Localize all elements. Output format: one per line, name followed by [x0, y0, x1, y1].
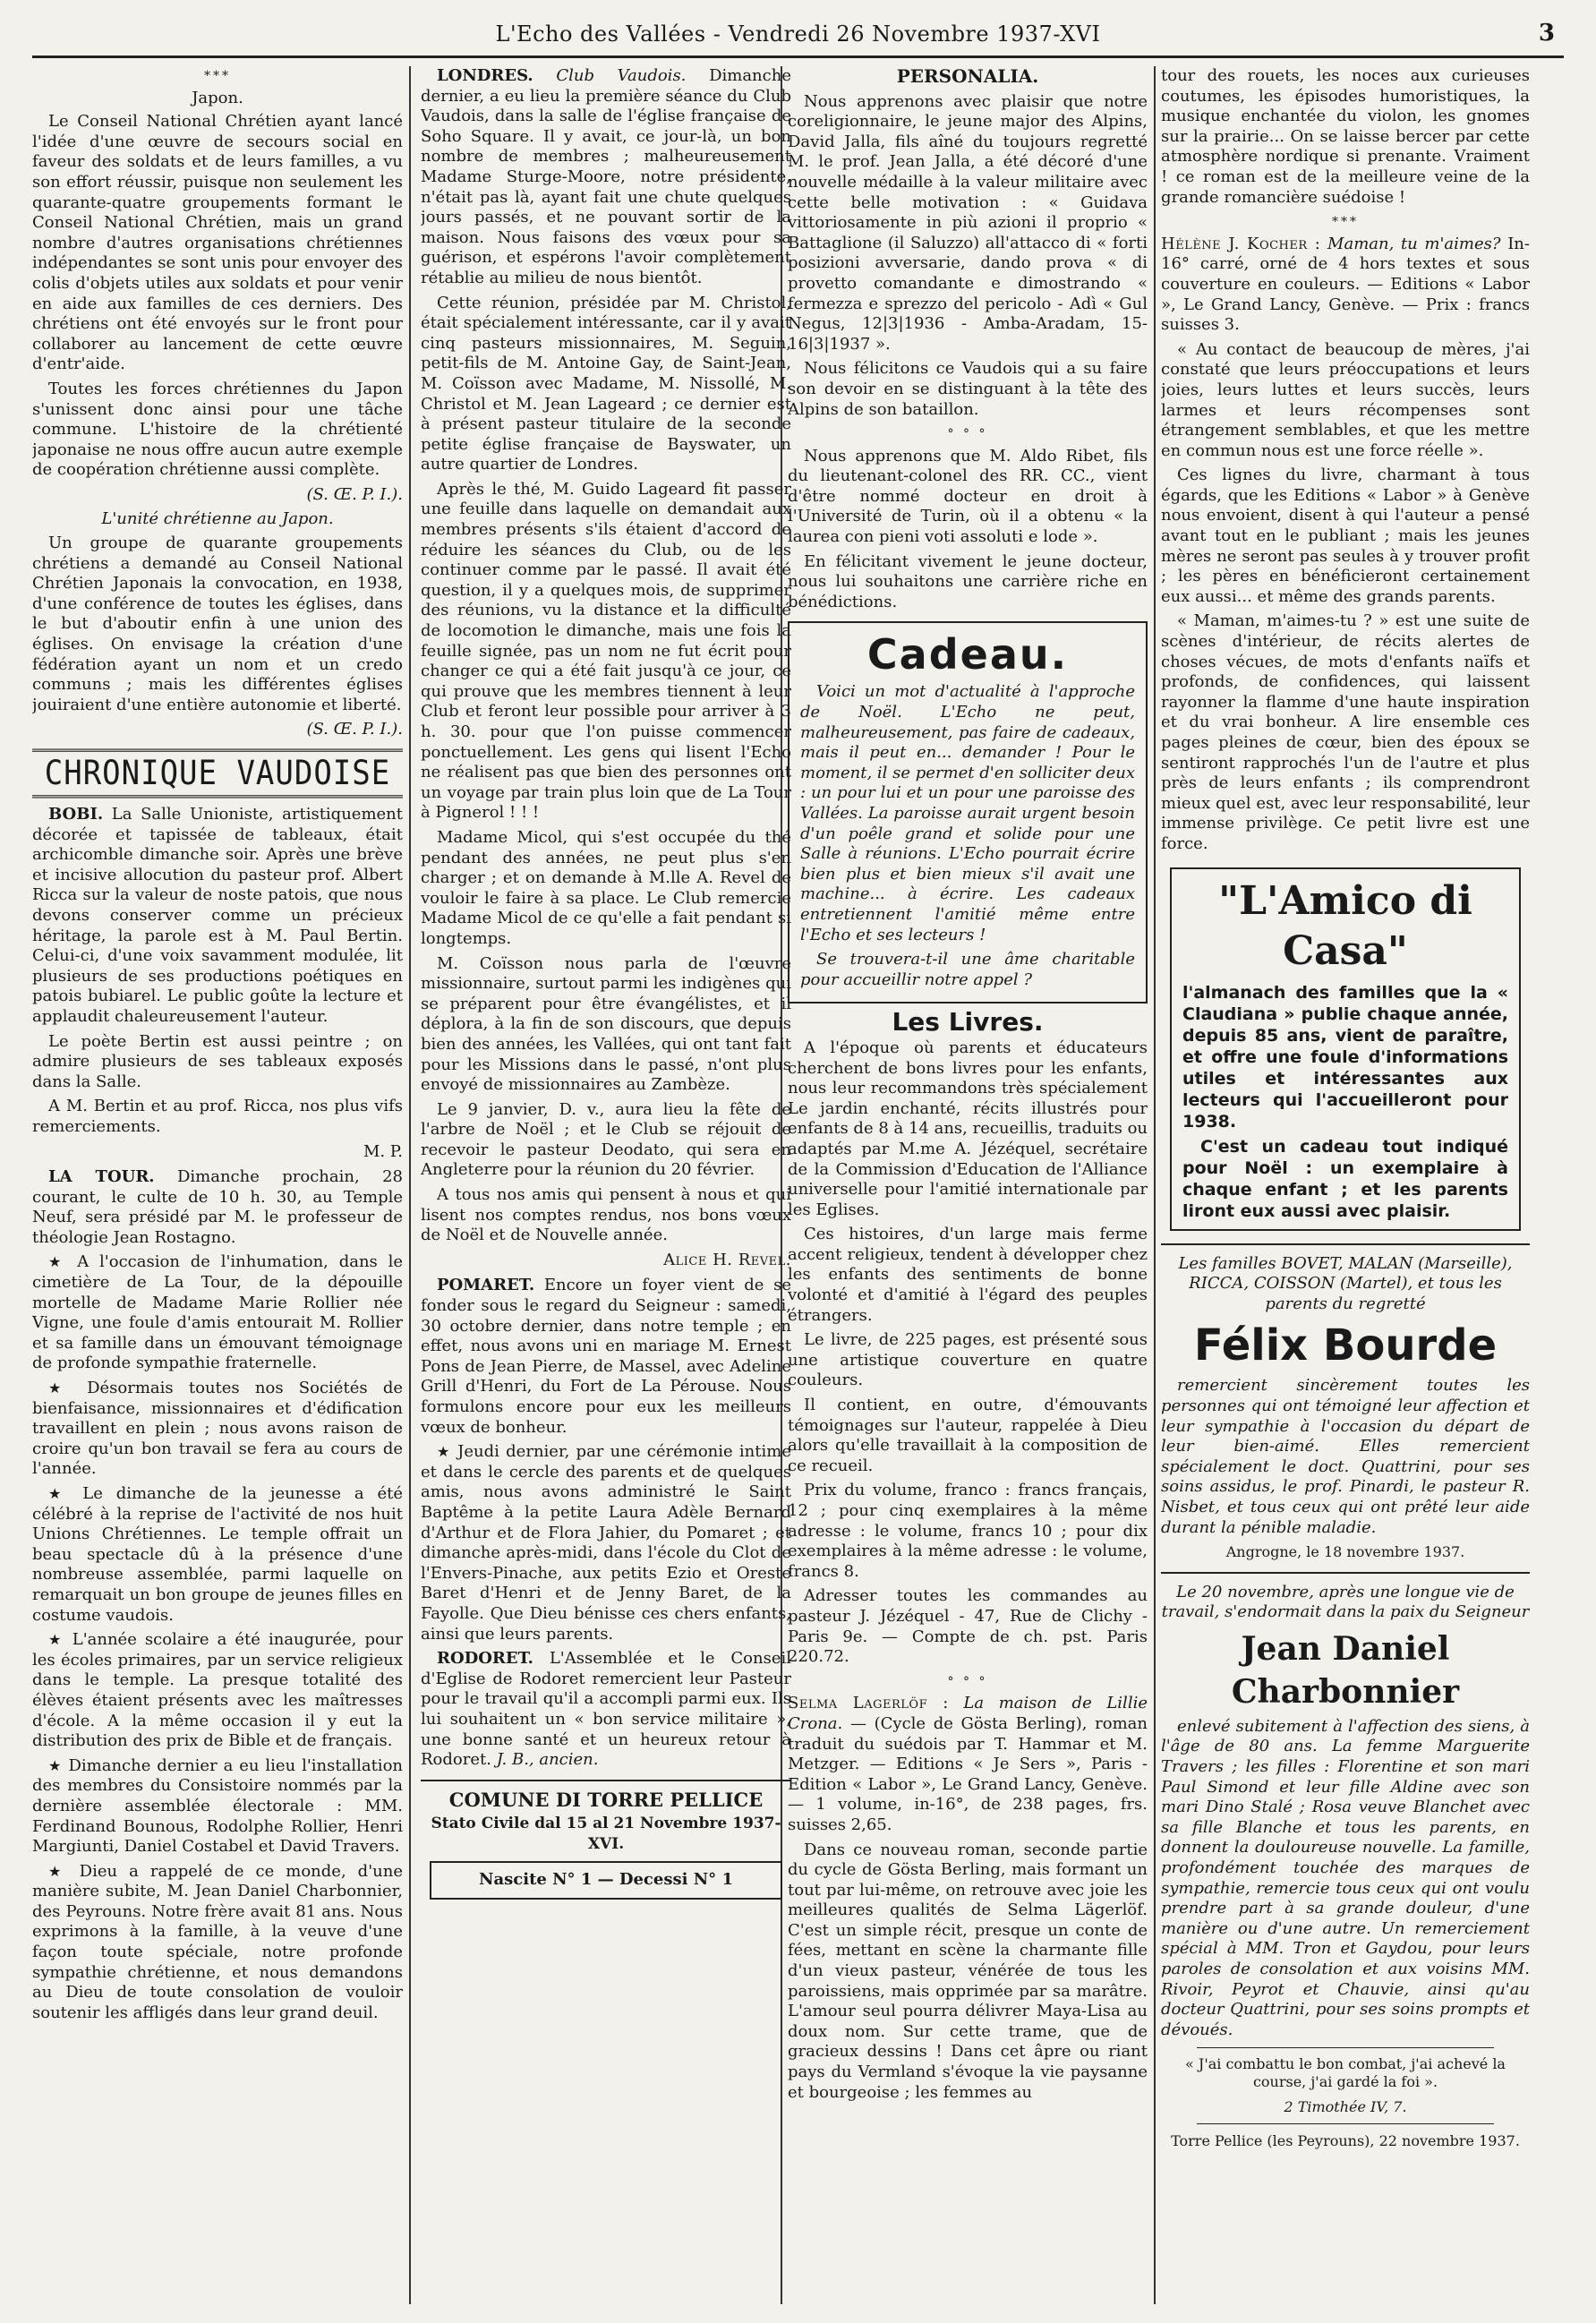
bobi-paragraph: Le poète Bertin est aussi peintre ; on admire plusieurs de ses tableaux exposés dans la Salle.: [32, 1031, 403, 1091]
latour-text: Dimanche prochain, 28 courant, le culte de 10 h. 30, au Temple Neuf, sera présidé par M. le professeur de théologie Jean Rostagno.: [32, 1167, 403, 1247]
charbonnier-date: Torre Pellice (les Peyrouns), 22 novembre 1937.: [1171, 2132, 1520, 2150]
divider: [1197, 2047, 1494, 2048]
selma-ref: — (Cycle de Gösta Berling), roman traduit du suédois par T. Hammar et M. Metzger. — Editions « Je Sers », Paris - Edition « Labor », Le Grand Lancy, Genève. — 1 volume, in-16°, de 238 pages, frs. suisses 2,65.: [788, 1713, 1148, 1834]
latour-text: Le dimanche de la jeunesse a été célébré à la reprise de l'activité de nos huit Unions Chrétiennes. Le temple offrait un beau spectacle dû à la présence d'une nombreuse assemblée, parmi laquelle on remarquait un bon groupe de jeunes filles en costume vaudois.: [32, 1484, 403, 1625]
cadeau-question: Se trouvera-t-il une âme charitable pour accueillir notre appel ?: [800, 950, 1135, 989]
livres-paragraph: Adresser toutes les commandes au pasteur J. Jézéquel - 47, Rue de Clichy - Paris 9e. — Compte de ch. pst. Paris 220.72.: [788, 1586, 1148, 1667]
kocher-paragraph: Ces lignes du livre, charmant à tous égards, que les Editions « Labor » à Genève nous envoient, disent à qui l'auteur a pensé avant tout en le publiant ; mais les jeunes mères ne seront pas seules à y trouver profit ; les pères en bénéficieront certainement eux aussi... et même des grands parents.: [1161, 465, 1530, 606]
star-bullet-icon: ★: [48, 1862, 68, 1880]
place-la-tour: LA TOUR.: [48, 1167, 155, 1187]
divider: [1161, 1243, 1530, 1245]
place-bobi: BOBI.: [48, 805, 104, 824]
source-note: (S. Œ. P. I.).: [306, 484, 403, 504]
japon-paragraph: Toutes les forces chrétiennes du Japon s'unissent donc ainsi pour une tâche commune. L'histoire de la chrétienté japonaise ne nous offre aucun autre exemple de coopération chrétienne aussi complète.: [32, 379, 403, 480]
rodoret-signature: J. B., ancien.: [496, 1750, 599, 1770]
londres-paragraph: Madame Micol, qui s'est occupée du thé pendant des années, ne peut plus s'en charger ; et on demande à M.lle A. Revel de vouloir le faire à sa place. Le Club remercie Madame Micol de ce qu'elle a fait pendant si longtemps.: [421, 827, 791, 948]
bible-verse: « J'ai combattu le bon combat, j'ai achevé la course, j'ai gardé la foi ».: [1185, 2055, 1506, 2091]
selma-continuation: tour des rouets, les noces aux curieuses coutumes, les épisodes humoristiques, la musique enchantée du violon, les gnomes sur la prairie... On se laisse bercer par cette atmosphère nordique si prenante. Vraiment ! ce roman est de la meilleure veine de la grande romancière suédoise !: [1161, 66, 1530, 207]
column-2: [421, 66, 791, 2304]
pomaret-text: Jeudi dernier, par une cérémonie intime et dans le cercle des parents et de quelques amis, nous avons administré le Saint Baptême à la petite Laura Adèle Bernard d'Arthur et de Flora Jahier, du Pomaret ; et dimanche après-midi, dans l'école du Clot de l'Envers-Pinache, aux petits Ezio et Oreste Baret d'Henri et de Jenny Baret, de la Fayolle. Que Dieu bénisse ces chers enfants, ainsi que leurs parents.: [421, 1442, 791, 1644]
charbonnier-text: enlevé subitement à l'affection des siens, à l'âge de 80 ans. La femme Marguerite Travers ; les filles : Florentine et son mari Paul Simond et leur fille Aldine avec son mari Dino Stalé ; Rosa veuve Blanchet avec sa fille Blanche et tous les parents, en donnent la douloureuse nouvelle. La famille, profondément touchée des marques de sympathie, remercie tous ceux qui ont voulu prendre part à sa grande douleur, d'une manière ou d'une autre. Un remerciement spécial à MM. Tron et Gaydou, pour leurs paroles de consolation et aux voisins MM. Rivoir, Peyrot et Chauvie, ainsi qu'au docteur Quattrini, pour ses soins prompts et dévoués.: [1161, 1716, 1530, 2039]
personalia-paragraph: Nous félicitons ce Vaudois qui a su faire son devoir en se distinguant à la tête des Alpins de son bataillon.: [788, 359, 1148, 419]
personalia-paragraph: En félicitant vivement le jeune docteur, nous lui souhaitons une carrière riche en bénédictions.: [788, 551, 1148, 611]
star-bullet-icon: ★: [48, 1631, 64, 1649]
latour-text: L'année scolaire a été inaugurée, pour les écoles primaires, par un service religieux dans le temple. La presque totalité des élèves étaient présents avec les maîtresses d'école. A la même occasion il y eut la distribution des prix de Bible et de français.: [32, 1630, 403, 1751]
source-note: (S. Œ. P. I.).: [306, 720, 403, 739]
bible-verse-ref: 2 Timothée IV, 7.: [1284, 2098, 1407, 2116]
amico-di-casa-box: [1170, 867, 1521, 1231]
livres-paragraph: Prix du volume, franco : francs français, 12 ; pour cinq exemplaires à la même adresse : le volume, francs 10 ; pour dix exemplaires à la même adresse : le volume, francs 8.: [788, 1481, 1148, 1581]
separator-stars: ***: [204, 69, 231, 83]
kocher-book-title: Maman, tu m'aimes?: [1327, 234, 1501, 253]
latour-text: Dieu a rappelé de ce monde, d'une manière subite, M. Jean Daniel Charbonnier, des Peyrouns. Notre frère avait 81 ans. Nous exprimons à la famille, à la veuve d'une façon toute spéciale, notre profonde sympathie chrétienne, et nous demandons au Dieu de toute consolation de vouloir soutenir les affligés dans leur grand deuil.: [32, 1861, 403, 2022]
londres-paragraph: M. Coïsson nous parla de l'œuvre missionnaire, surtout parmi les indigènes qui se préparent pour être évangélistes, et il déplora, à la fin de son discours, que depuis bien des années, les Vallées, qui ont tant fait pour les Missions dans le passé, n'ont plus envoyé de missionnaires au Zambèze.: [421, 953, 791, 1095]
selma-author: Selma Lagerlöf :: [788, 1694, 949, 1713]
page-number: 3: [1538, 20, 1555, 47]
japon-heading: Japon.: [192, 88, 243, 107]
star-bullet-icon: ★: [48, 1485, 70, 1502]
header-title: L'Echo des Vallées - Vendredi 26 Novembre 1937-XVI: [495, 21, 1101, 47]
divider: [1161, 1572, 1530, 1574]
page-header: [32, 20, 1564, 58]
divider: [421, 1780, 791, 1781]
livres-title: Les Livres.: [892, 1007, 1044, 1038]
unite-heading: L'unité chrétienne au Japon.: [101, 509, 334, 529]
comune-subtitle: Stato Civile dal 15 al 21 Novembre 1937-XVI.: [431, 1815, 781, 1853]
bourde-text: remercient sincèrement toutes les personnes qui ont témoigné leur affection et leur sympathie à l'occasion du départ de leur bien-aimé. Elles remercient spécialement le doct. Quattrini, pour ses soins assidus, le prof. Pinardi, le pasteur R. Nisbet, et tous ceux qui ont prêté leur aide durant la pénible maladie.: [1161, 1376, 1530, 1537]
rodoret-text: L'Assemblée et le Conseil d'Eglise de Rodoret remercient leur Pasteur pour le travail qu'il a accompli parmi eux. Ils lui souhaitent un « bon service militaire », une bonne santé et un heureux retour à Rodoret.: [421, 1649, 791, 1770]
club-vaudois: Club Vaudois.: [556, 66, 687, 85]
latour-text: Dimanche dernier a eu lieu l'installation des membres du Consistoire nommés par la dernière assemblée électorale : MM. Ferdinand Bounous, Rodolphe Rollier, Henri Margiunti, Daniel Costabel et David Travers.: [32, 1755, 403, 1857]
bourde-date: Angrogne, le 18 novembre 1937.: [1225, 1543, 1465, 1561]
amico-title: "L'Amico di Casa": [1218, 877, 1472, 974]
personalia-paragraph: Nous apprenons avec plaisir que notre coreligionnaire, le jeune major des Alpins, David Jalla, fils aîné du toujours regretté M. le prof. Jean Jalla, a été décoré d'une nouvelle médaille à la valeur militaire avec cette belle motivation : « Guidava vittoriosamente in più azioni il proprio « Battaglione (il Saluzzo) all'attacco di « forti posizioni avversarie, dando prova « di provetto comandante e dimostrando « fermezza e sprezzo del pericolo - Adì « Gul Negus, 12|3|1936 - Amba-Aradam, 15-16|3|1937 ».: [788, 91, 1148, 354]
column-4: [1161, 66, 1530, 2304]
bourde-name: Félix Bourde: [1193, 1320, 1498, 1371]
separator-stars: ***: [1332, 215, 1359, 230]
comune-title: COMUNE DI TORRE PELLICE: [448, 1788, 764, 1811]
latour-text: A l'occasion de l'inhumation, dans le cimetière de La Tour, de la dépouille mortelle de Madame Marie Rollier née Vigne, une foule d'amis entourait M. Rollier et sa famille dans un émouvant témoignage de profonde sympathie fraternelle.: [32, 1252, 403, 1373]
livres-paragraph: Il contient, en outre, d'émouvants témoignages sur l'auteur, rappelée à Dieu alors qu'elle travaillait à la composition de ce recueil.: [788, 1396, 1148, 1475]
kocher-paragraph: « Maman, m'aimes-tu ? » est une suite de scènes d'intérieur, de récits alertes de choses vécues, de mots d'enfants naïfs et profonds, de confidences, qui laissent rayonner la flamme d'une haute inspiration et du vrai bonheur. A lire ensemble ces pages pleines de cœur, bien des époux se sentiront rapprochés l'un de l'autre et plus près de leurs enfants ; ils comprendront mieux quel est, avec leur responsabilité, leur immense privilège. Ce petit livre est une force.: [1161, 611, 1530, 853]
column-1: [32, 66, 403, 2304]
star-bullet-icon: ★: [437, 1443, 451, 1461]
personalia-paragraph: Nous apprenons que M. Aldo Ribet, fils du lieutenant-colonel des RR. CC., vient d'être nommé docteur en droit à l'Université de Turin, où il a obtenu « la laurea con pieni voti assoluti e lode ».: [788, 446, 1148, 547]
amico-body: C'est un cadeau tout indiqué pour Noël : un exemplaire à chaque enfant ; et les parents liront eux aussi avec plaisir.: [1182, 1136, 1508, 1221]
star-bullet-icon: ★: [48, 1379, 72, 1397]
kocher-ref: In-16° carré, orné de 4 hors textes et sous couverture en couleurs. — Editions « Labor », Le Grand Lancy, Genève. — Prix : francs suisses 3.: [1161, 234, 1530, 335]
separator-dots: ° ° °: [947, 427, 988, 442]
livres-paragraph: Ces histoires, d'un large mais ferme accent religieux, tendent à développer chez les enfants des sentiments de bonne volonté et d'amitié à l'égard des peuples étrangers.: [788, 1225, 1148, 1325]
place-pomaret: POMARET.: [437, 1276, 535, 1295]
latour-text: Désormais toutes nos Sociétés de bienfaisance, missionnaires et d'édification travaillent en plein ; nous avons raison de croire qu'un bon travail se fera au cours de l'année.: [32, 1379, 403, 1479]
chronique-vaudoise-title: CHRONIQUE VAUDOISE: [32, 749, 403, 799]
bobi-text: La Salle Unioniste, artistiquement décorée et tapissée de tableaux, était archicomble dimanche soir. Après une brève et incisive allocution du pasteur prof. Albert Ricca sur la valeur de noste patois, que nous devons conserver comme un précieux héritage, la parole est à M. Paul Bertin. Celui-ci, d'une voix savamment modulée, lit plusieurs de ses productions poétiques en patois bubiarel. Le public goûte la lecture et applaudit chaleureusement l'auteur.: [32, 805, 403, 1026]
pomaret-text: Encore un foyer vient de se fonder sous le regard du Seigneur : samedi, 30 octobre dernier, dans notre temple ; en effet, nous avons uni en mariage M. Ernest Pons de Jean Pierre, de Massel, avec Adeline Grill d'Henri, du Fort de La Pérouse. Nous formulons encore pour eux les meilleurs vœux de bonheur.: [421, 1276, 791, 1437]
japon-paragraph: Le Conseil National Chrétien ayant lancé l'idée d'une œuvre de secours social en faveur des soldats et de leurs familles, a vu son effort réussir, puisque non seulement les quarante-quatre groupements formant le Conseil National Chrétien, mais un grand nombre d'autres organisations chrétiennes indépendantes se sont unis pour envoyer des colis d'objets utiles aux soldats et pour venir en aide aux familles de ces derniers. Des chrétiens ont été envoyés sur le front pour collaborer au lancement de cette œuvre d'entr'aide.: [32, 112, 403, 374]
cadeau-box: [788, 621, 1148, 1004]
londres-paragraph: Le 9 janvier, D. v., aura lieu la fête de l'arbre de Noël ; et le Club se réjouit de recevoir le pasteur Deodato, qui sera en Angleterre pour la réunion du 20 février.: [421, 1099, 791, 1180]
charbonnier-intro: Le 20 novembre, après une longue vie de travail, s'endormait dans la paix du Seigneur: [1161, 1582, 1530, 1622]
star-bullet-icon: ★: [48, 1756, 63, 1774]
kocher-paragraph: « Au contact de beaucoup de mères, j'ai constaté que leurs préoccupations et leurs joies, leurs luttes et leurs succès, leurs larmes et leurs récompenses sont étrangement semblables, et que les mettre en commun nous est une force réelle ».: [1161, 339, 1530, 460]
unite-paragraph: Un groupe de quarante groupements chrétiens a demandé au Conseil National Chrétien Japonais la convocation, en 1938, d'une conférence de toutes les églises, dans le but d'aboutir enfin à une union des églises. On envisage la création d'une fédération ayant un nom et un credo communs ; mais les différentes églises jouiraient d'une entière autonomie et liberté.: [32, 534, 403, 714]
cadeau-title: Cadeau.: [866, 630, 1069, 679]
londres-signature: Alice H. Revel.: [663, 1250, 791, 1269]
star-bullet-icon: ★: [48, 1253, 67, 1271]
londres-text: Dimanche dernier, a eu lieu la première séance du Club Vaudois, dans la salle de l'église française de Soho Square. Il y avait, ce jour-là, un bon nombre de membres ; malheureusement Madame Sturge-Moore, notre présidente, n'était pas là, ayant fait une chute quelques jours passés, et ne pouvant sortir de la maison. Nous faisons des vœux pour sa guérison, et espérons l'avoir complètement rétablie au milieu de nous bientôt.: [421, 66, 791, 287]
livres-paragraph: Le livre, de 225 pages, est présenté sous une artistique couverture en quatre couleurs.: [788, 1330, 1148, 1390]
livres-paragraph: A l'époque où parents et éducateurs cherchent de bons livres pour les enfants, nous leur recommandons très spécialement Le jardin enchanté, récits illustrés pour enfants de 8 à 14 ans, recueillis, traduits ou adaptés par M.me A. Jézéquel, secrétaire de la Commission d'Education de l'Alliance universelle pour l'amitié internationale par les Eglises.: [788, 1038, 1148, 1219]
place-londres: LONDRES.: [437, 66, 533, 85]
column-rule: [1154, 66, 1156, 2304]
cadeau-paragraph: Voici un mot d'actualité à l'approche de Noël. L'Echo ne peut, malheureusement, pas faire de cadeaux, mais il peut en... demander ! Pour le moment, il se permet d'en solliciter deux : un pour lui et un pour une paroisse des Vallées. La paroisse aurait urgent besoin d'un poêle grand et solide pour une Salle à réunions. L'Echo pourrait écrire bien plus et bien mieux s'il avait une machine... à écrire. Les cadeaux entretiennent l'amitié même entre l'Echo et ses lecteurs !: [800, 682, 1135, 944]
londres-paragraph: Après le thé, M. Guido Lageard fit passer une feuille dans laquelle on demandait aux membres présents s'ils étaient d'accord de réduire les séances du Club, ou de les continuer comme par le passé. Il avait été question, il y a quelques mois, de supprimer des réunions, vu la distance et la difficulté de locomotion le dimanche, mais une fois la feuille signée, pas un nom ne fut écrit pour changer ce qui a été fait jusqu'à ce jour, ce qui prouve que les membres tiennent à leur Club et feront leur possible pour arriver à 3 h. 30. pour que l'on puisse commencer ponctuellement. Les gens qui lisent l'Echo ne réalisent pas que bien des personnes ont un voyage par train plus loin que de La Tour à Pignerol ! ! !: [421, 479, 791, 823]
selma-paragraph: Dans ce nouveau roman, seconde partie du cycle de Gösta Berling, mais formant un tout par lui-même, on retrouve avec joie les meilleures qualités de Selma Lägerlöf. C'est un simple récit, presque un conte de fées, mettant en scène la charmante fille d'un vieux pasteur, vénérée de tous les paroissiens, mais opprimée par sa marâtre. L'amour seul pourra délivrer Maya-Lisa au doux nom. Sur cette trame, que de gracieux dessins ! Dans cet âpre ou riant pays du Vermland s'évoque la vie paysanne et bourgeoise ; les femmes au: [788, 1840, 1148, 2102]
place-rodoret: RODORET.: [437, 1649, 533, 1669]
londres-paragraph: A tous nos amis qui pensent à nous et qui lisent nos comptes rendus, nos bons vœux de Noël et de Nouvelle année.: [421, 1185, 791, 1245]
kocher-author: Hélène J. Kocher :: [1161, 234, 1321, 253]
bobi-signature: M. P.: [363, 1141, 403, 1161]
selma-book-title: La maison de Lillie Crona.: [788, 1694, 1148, 1733]
charbonnier-name: Jean Daniel Charbonnier: [1231, 1629, 1460, 1711]
bobi-paragraph: A M. Bertin et au prof. Ricca, nos plus vifs remerciements.: [32, 1097, 403, 1136]
separator-dots: ° ° °: [947, 1674, 988, 1689]
bourde-intro: Les familles BOVET, MALAN (Marseille), RICCA, COISSON (Martel), et tous les parents du regretté: [1178, 1253, 1513, 1313]
column-rule: [409, 66, 411, 2304]
civil-status-box: Nascite N° 1 — Decessi N° 1: [430, 1861, 782, 1900]
divider: [1197, 2123, 1494, 2124]
column-3: [788, 66, 1148, 2304]
personalia-title: PERSONALIA.: [896, 66, 1039, 87]
amico-body: l'almanach des familles que la « Claudiana » publie chaque année, depuis 85 ans, vient de paraître, et offre une foule d'informations utiles et intéressantes aux lecteurs qui l'accueilleront pour 1938.: [1182, 982, 1508, 1132]
londres-paragraph: Cette réunion, présidée par M. Christol, était spécialement intéressante, car il y avait cinq pasteurs missionnaires, M. Seguin, petit-fils de M. Antoine Gay, de Saint-Jean, M. Coïsson avec Madame, M. Nissollé, M. Christol et M. Jean Lageard ; ce dernier est à présent pasteur titulaire de la seconde petite église française de Bayswater, un autre quartier de Londres.: [421, 293, 791, 474]
